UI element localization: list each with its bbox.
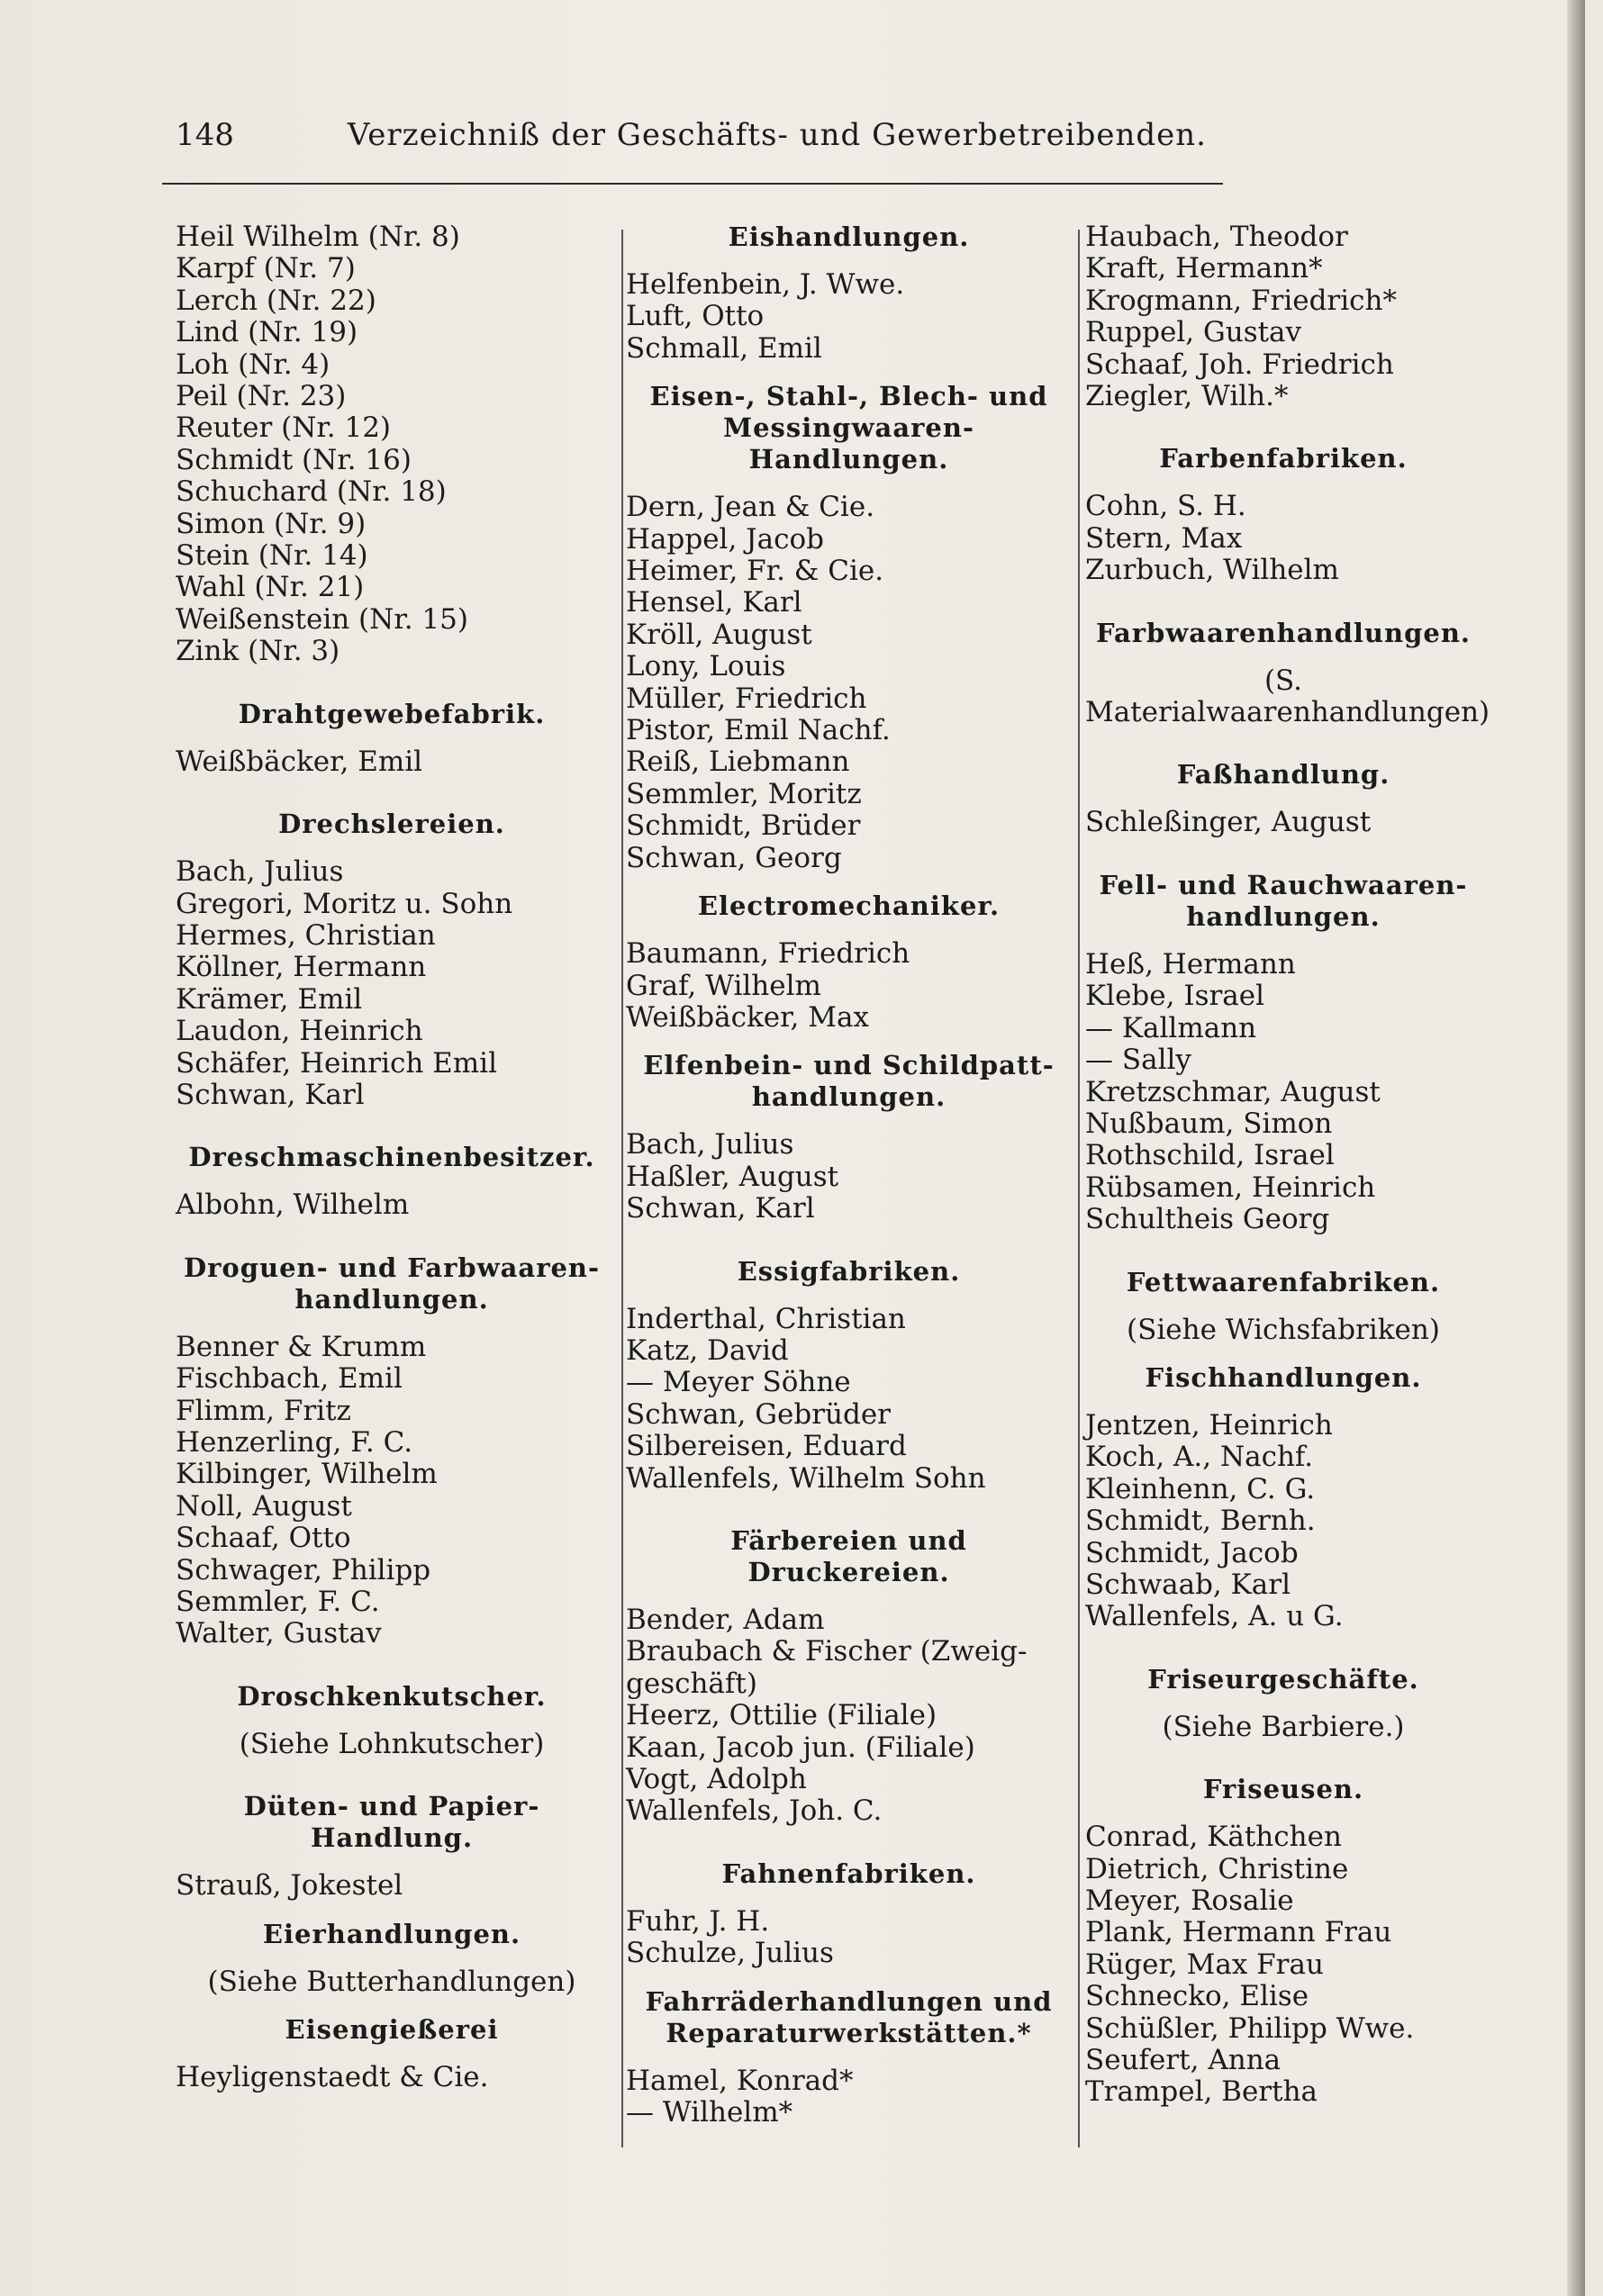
spacer	[626, 1890, 1072, 1906]
list-entry: Fischbach, Emil	[176, 1362, 403, 1396]
list-entry: — Sally	[1085, 1044, 1191, 1077]
section-heading: handlungen.	[1186, 900, 1381, 932]
list-entry: Heil Wilhelm (Nr. 8)	[176, 221, 460, 253]
list-entry: Krogmann, Friedrich*	[1085, 284, 1397, 317]
list-entry: Schmidt, Brüder	[626, 809, 861, 843]
book-edge	[1567, 0, 1585, 2296]
section-heading: Eisen-, Stahl-, Blech- und	[649, 381, 1048, 412]
list-entry: Trampel, Bertha	[1085, 2075, 1318, 2109]
list-entry: Peil (Nr. 23)	[176, 380, 347, 413]
list-entry: Henzerling, F. C.	[176, 1425, 413, 1459]
list-entry: Schulze, Julius	[626, 1937, 834, 1970]
list-entry: Bach, Julius	[176, 855, 344, 889]
list-entry: Koch, A., Nachf.	[1085, 1441, 1314, 1474]
list-entry: Gregori, Moritz u. Sohn	[176, 887, 513, 920]
list-entry: Weißenstein (Nr. 15)	[176, 602, 468, 636]
list-entry: Kaan, Jacob jun. (Filiale)	[626, 1731, 975, 1764]
list-entry: Reiß, Liebmann	[626, 746, 850, 779]
section-heading: handlungen.	[751, 1081, 946, 1113]
list-entry: Vogt, Adolph	[626, 1763, 807, 1795]
list-entry: Kröll, August	[626, 618, 812, 651]
list-entry: Wallenfels, Wilhelm Sohn	[626, 1461, 986, 1495]
cross-reference: (S. Materialwaarenhandlungen)	[1085, 664, 1490, 729]
header-rule	[162, 183, 1223, 185]
list-entry: Schuchard (Nr. 18)	[176, 475, 447, 509]
spacer	[626, 475, 1072, 492]
cross-reference: (Siehe Butterhandlungen)	[207, 1965, 576, 1998]
spacer	[1085, 587, 1481, 618]
list-entry: Seufert, Anna	[1085, 2044, 1281, 2077]
spacer	[626, 1828, 1072, 1858]
list-entry: Flimm, Fritz	[176, 1394, 351, 1427]
list-entry: Schultheis Georg	[1085, 1203, 1330, 1236]
section-heading: Elfenbein- und Schildpatt-	[643, 1050, 1055, 1081]
spacer	[1085, 1394, 1481, 1410]
column-1	[176, 221, 608, 2093]
list-entry: Rüger, Max Frau	[1085, 1948, 1324, 1981]
section-heading: Eierhandlungen.	[262, 1918, 521, 1949]
spacer	[1085, 1695, 1481, 1712]
list-entry: Haßler, August	[626, 1160, 839, 1193]
list-entry: Heerz, Ottilie (Filiale)	[626, 1699, 937, 1732]
list-entry: Schwan, Georg	[626, 841, 842, 874]
spacer	[1085, 1743, 1481, 1774]
list-entry: Graf, Wilhelm	[626, 969, 821, 1002]
list-entry: Plank, Hermann Frau	[1085, 1916, 1392, 1949]
list-entry: Heimer, Fr. & Cie.	[626, 555, 884, 588]
list-entry: — Wilhelm*	[626, 2096, 793, 2129]
list-entry: Schäfer, Heinrich Emil	[176, 1046, 498, 1080]
section-heading: Essigfabriken.	[737, 1255, 961, 1287]
list-entry: Schwaab, Karl	[1085, 1568, 1291, 1601]
section-heading: Droguen- und Farbwaaren-	[183, 1252, 601, 1283]
list-entry: Inderthal, Christian	[626, 1302, 906, 1335]
list-entry: Karpf (Nr. 7)	[176, 252, 356, 285]
spacer	[176, 1950, 608, 1966]
section-heading: Farbenfabriken.	[1159, 443, 1408, 475]
list-entry: Schaaf, Otto	[176, 1522, 351, 1555]
list-entry: Wahl (Nr. 21)	[176, 571, 365, 604]
section-heading: handlungen.	[294, 1283, 489, 1315]
section-heading: Fahnenfabriken.	[721, 1858, 976, 1889]
spacer	[626, 1225, 1072, 1256]
list-entry: Conrad, Käthchen	[1085, 1821, 1342, 1854]
section-heading: Faßhandlung.	[1176, 759, 1390, 791]
spacer	[176, 1222, 608, 1252]
spacer	[176, 840, 608, 856]
list-entry: Klebe, Israel	[1085, 980, 1265, 1013]
list-entry: Semmler, Moritz	[626, 777, 862, 810]
spacer	[1085, 933, 1481, 949]
spacer	[1085, 839, 1481, 870]
section-heading: Fettwaarenfabriken.	[1126, 1266, 1441, 1297]
list-entry: Wallenfels, A. u G.	[1085, 1600, 1344, 1633]
list-entry: Helfenbein, J. Wwe.	[626, 268, 905, 301]
section-heading: Dreschmaschinenbesitzer.	[188, 1142, 595, 1173]
list-entry: Benner & Krumm	[176, 1330, 427, 1363]
column-divider	[1078, 230, 1080, 2147]
spacer	[1085, 1805, 1481, 1821]
list-entry: Lony, Louis	[626, 650, 786, 683]
spacer	[176, 1998, 608, 2014]
spacer	[1085, 728, 1481, 759]
page-number: 148	[176, 117, 234, 153]
list-entry: Heß, Hermann	[1085, 947, 1296, 981]
list-entry: Bach, Julius	[626, 1128, 794, 1162]
list-entry: Weißbäcker, Emil	[176, 745, 423, 778]
list-entry: Simon (Nr. 9)	[176, 507, 367, 540]
column-2	[626, 221, 1072, 2129]
list-entry: Kraft, Hermann*	[1085, 252, 1323, 285]
list-entry: Köllner, Hermann	[176, 951, 427, 984]
list-entry: Katz, David	[626, 1333, 789, 1367]
spacer	[176, 1315, 608, 1332]
spacer	[176, 778, 608, 809]
section-heading: Messingwaaren-Handlungen.	[723, 412, 974, 475]
list-entry: Albohn, Wilhelm	[176, 1189, 410, 1222]
list-entry: Cohn, S. H.	[1085, 490, 1246, 523]
list-entry: Schnecko, Elise	[1085, 1980, 1309, 2013]
list-entry: Dern, Jean & Cie.	[626, 491, 875, 524]
spacer	[1085, 1346, 1481, 1362]
spacer	[626, 1113, 1072, 1129]
spacer	[626, 922, 1072, 938]
spacer	[1085, 791, 1481, 807]
list-entry: Kleinhenn, C. G.	[1085, 1472, 1316, 1505]
list-entry: Meyer, Rosalie	[1085, 1885, 1294, 1917]
section-heading: Düten- und Papier-Handlung.	[243, 1791, 540, 1854]
list-entry: Luft, Otto	[626, 300, 765, 333]
section-heading: Eisengießerei	[285, 2014, 499, 2046]
spacer	[1085, 475, 1481, 491]
list-entry: Walter, Gustav	[176, 1617, 382, 1650]
list-entry: geschäft)	[626, 1667, 757, 1700]
spacer	[626, 253, 1072, 269]
list-entry: Krämer, Emil	[176, 982, 363, 1016]
list-entry: Heyligenstaedt & Cie.	[176, 2061, 489, 2094]
section-heading: Fell- und Rauchwaaren-	[1099, 869, 1468, 900]
list-entry: Nußbaum, Simon	[1085, 1107, 1333, 1140]
list-entry: Hamel, Konrad*	[626, 2064, 854, 2097]
spacer	[1085, 649, 1481, 665]
section-heading: Eishandlungen.	[728, 221, 970, 252]
list-entry: Hermes, Christian	[176, 918, 436, 952]
section-heading: Droschkenkutscher.	[237, 1680, 547, 1712]
spacer	[176, 2046, 608, 2062]
list-entry: Zurbuch, Wilhelm	[1085, 554, 1339, 587]
spacer	[176, 1173, 608, 1189]
list-entry: Noll, August	[176, 1489, 352, 1523]
list-entry: Rothschild, Israel	[1085, 1139, 1335, 1172]
list-entry: Schwan, Gebrüder	[626, 1397, 892, 1431]
list-entry: Schmall, Emil	[626, 331, 822, 365]
list-entry: Pistor, Emil Nachf.	[626, 714, 891, 747]
list-entry: Happel, Jacob	[626, 522, 824, 556]
spacer	[1085, 1633, 1481, 1664]
list-entry: Loh (Nr. 4)	[176, 348, 331, 381]
section-heading: Färbereien und Druckereien.	[730, 1524, 967, 1587]
list-entry: Strauß, Jokestel	[176, 1869, 403, 1903]
section-heading: Friseusen.	[1202, 1774, 1364, 1805]
spacer	[176, 1903, 608, 1919]
spacer	[176, 668, 608, 699]
list-entry: Semmler, F. C.	[176, 1586, 380, 1618]
list-entry: Wallenfels, Joh. C.	[626, 1794, 883, 1828]
list-entry: Kilbinger, Wilhelm	[176, 1458, 438, 1491]
cross-reference: (Siehe Lohnkutscher)	[239, 1727, 545, 1760]
cross-reference: (Siehe Wichsfabriken)	[1127, 1313, 1440, 1346]
spacer	[626, 365, 1072, 381]
list-entry: Schmidt, Jacob	[1085, 1536, 1299, 1569]
list-entry: Stein (Nr. 14)	[176, 539, 368, 573]
section-heading: Drahtgewebefabrik.	[238, 698, 546, 729]
section-heading: Drechslereien.	[278, 809, 505, 840]
spacer	[1085, 412, 1481, 443]
list-entry: Fuhr, J. H.	[626, 1904, 770, 1938]
column-divider	[621, 230, 623, 2147]
list-entry: Baumann, Friedrich	[626, 937, 910, 971]
list-entry: Müller, Friedrich	[626, 682, 867, 715]
spacer	[176, 1854, 608, 1870]
list-entry: Schleßinger, August	[1085, 806, 1372, 839]
list-entry: Haubach, Theodor	[1085, 221, 1348, 253]
spacer	[626, 2049, 1072, 2065]
section-heading: Friseurgeschäfte.	[1147, 1663, 1419, 1695]
list-entry: Rübsamen, Heinrich	[1085, 1171, 1376, 1204]
list-entry: Kretzschmar, August	[1085, 1075, 1381, 1108]
spacer	[626, 1970, 1072, 1986]
section-heading: Fischhandlungen.	[1145, 1361, 1422, 1393]
list-entry: Ziegler, Wilh.*	[1085, 380, 1289, 413]
section-heading: Electromechaniker.	[697, 890, 1001, 922]
list-entry: — Meyer Söhne	[626, 1366, 851, 1399]
section-heading: Farbwaarenhandlungen.	[1095, 617, 1472, 648]
list-entry: Silbereisen, Eduard	[626, 1430, 907, 1463]
list-entry: Stern, Max	[1085, 521, 1243, 555]
spacer	[176, 1111, 608, 1142]
column-3	[1085, 221, 1490, 2109]
list-entry: Braubach & Fischer (Zweig-	[626, 1635, 1028, 1668]
spacer	[176, 1650, 608, 1681]
spacer	[626, 1288, 1072, 1304]
list-entry: Reuter (Nr. 12)	[176, 411, 392, 445]
spacer	[626, 1588, 1072, 1604]
list-entry: Bender, Adam	[626, 1603, 825, 1636]
list-entry: — Kallmann	[1085, 1011, 1257, 1044]
spacer	[176, 1713, 608, 1729]
section-heading: Fahrräderhandlungen und	[645, 1985, 1053, 2017]
spacer	[626, 874, 1072, 890]
list-entry: Schwan, Karl	[176, 1078, 365, 1111]
list-entry: Ruppel, Gustav	[1085, 316, 1302, 349]
page-title: Verzeichniß der Geschäfts- und Gewerbetreibenden.	[347, 117, 1207, 153]
spacer	[1085, 1298, 1481, 1315]
spacer	[176, 1760, 608, 1791]
list-entry: Schmidt (Nr. 16)	[176, 443, 412, 476]
section-heading: Reparaturwerkstätten.*	[666, 2017, 1032, 2048]
list-entry: Lind (Nr. 19)	[176, 316, 358, 349]
list-entry: Schwager, Philipp	[176, 1553, 431, 1586]
page-header	[176, 117, 1207, 171]
spacer	[1085, 1236, 1481, 1267]
list-entry: Schüßler, Philipp Wwe.	[1085, 2011, 1415, 2045]
spacer	[626, 1034, 1072, 1050]
spacer	[626, 1495, 1072, 1525]
list-entry: Zink (Nr. 3)	[176, 635, 340, 668]
list-entry: Schwan, Karl	[626, 1192, 815, 1225]
list-entry: Weißbäcker, Max	[626, 1000, 869, 1034]
list-entry: Hensel, Karl	[626, 586, 802, 619]
list-entry: Schaaf, Joh. Friedrich	[1085, 348, 1394, 381]
list-entry: Lerch (Nr. 22)	[176, 284, 376, 317]
list-entry: Jentzen, Heinrich	[1085, 1408, 1333, 1442]
spacer	[176, 730, 608, 746]
cross-reference: (Siehe Barbiere.)	[1162, 1710, 1405, 1743]
list-entry: Schmidt, Bernh.	[1085, 1505, 1316, 1538]
list-entry: Laudon, Heinrich	[176, 1015, 423, 1048]
list-entry: Dietrich, Christine	[1085, 1852, 1349, 1885]
